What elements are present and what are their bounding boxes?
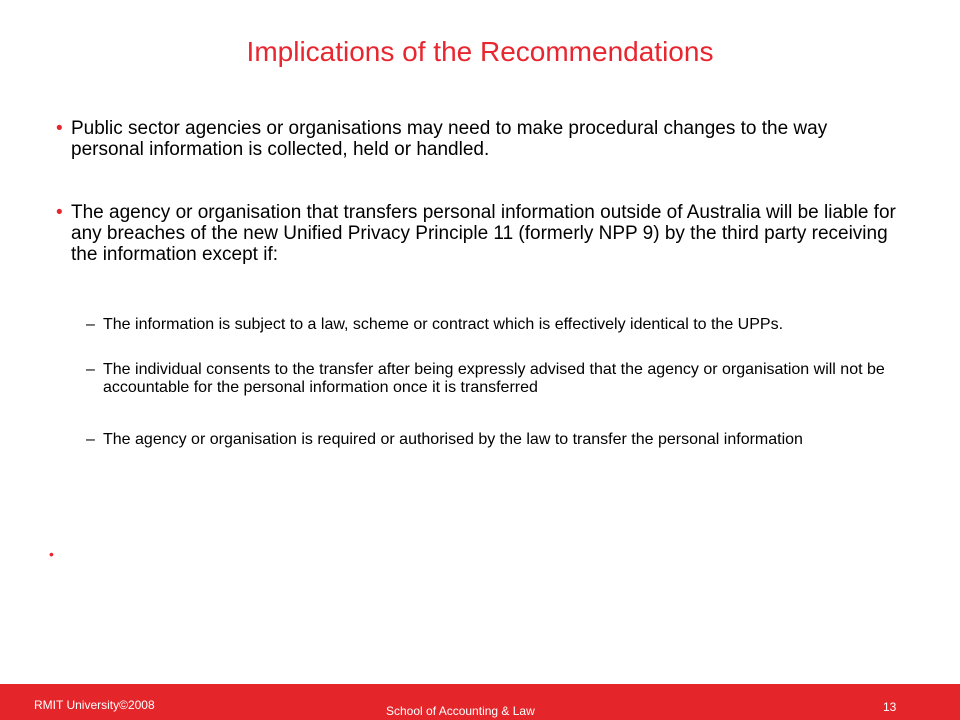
sub-bullet-text: The information is subject to a law, scheme or contract which is effectively identical to the UPPs. (103, 316, 784, 333)
bullet-text: Public sector agencies or organisations may need to make procedural changes to the way personal information is collected, held or handled. (71, 118, 828, 160)
footer-copyright: RMIT University©2008 (34, 698, 155, 712)
dash-icon: – (86, 361, 95, 378)
dash-icon: – (86, 316, 95, 333)
page-number: 13 (883, 700, 897, 714)
slide-title: Implications of the Recommendations (246, 36, 714, 67)
bullet-text: The agency or organisation that transfers personal information outside of Australia will be liable for any breaches of the new Unified Privacy Principle 11 (formerly NPP 9) by the third party receiving the information except if: (71, 202, 896, 265)
bullet-dot-icon: • (56, 118, 63, 139)
bullet-item (56, 202, 896, 265)
empty-bullet-mark: • (49, 546, 54, 562)
sub-bullet-item (86, 361, 906, 397)
sub-bullet-text: The individual consents to the transfer after being expressly advised that the agency or organisation will not be accountable for the personal information once it is transferred (103, 361, 885, 396)
dash-icon: – (86, 431, 95, 448)
footer-school: School of Accounting & Law (386, 704, 535, 718)
bullet-dot-icon: • (56, 202, 63, 223)
footer-bar (0, 684, 960, 720)
bullet-item (56, 118, 896, 160)
sub-bullet-text: The agency or organisation is required or authorised by the law to transfer the personal information (103, 431, 803, 448)
sub-bullet-item (86, 431, 906, 449)
sub-bullet-item (86, 316, 906, 334)
